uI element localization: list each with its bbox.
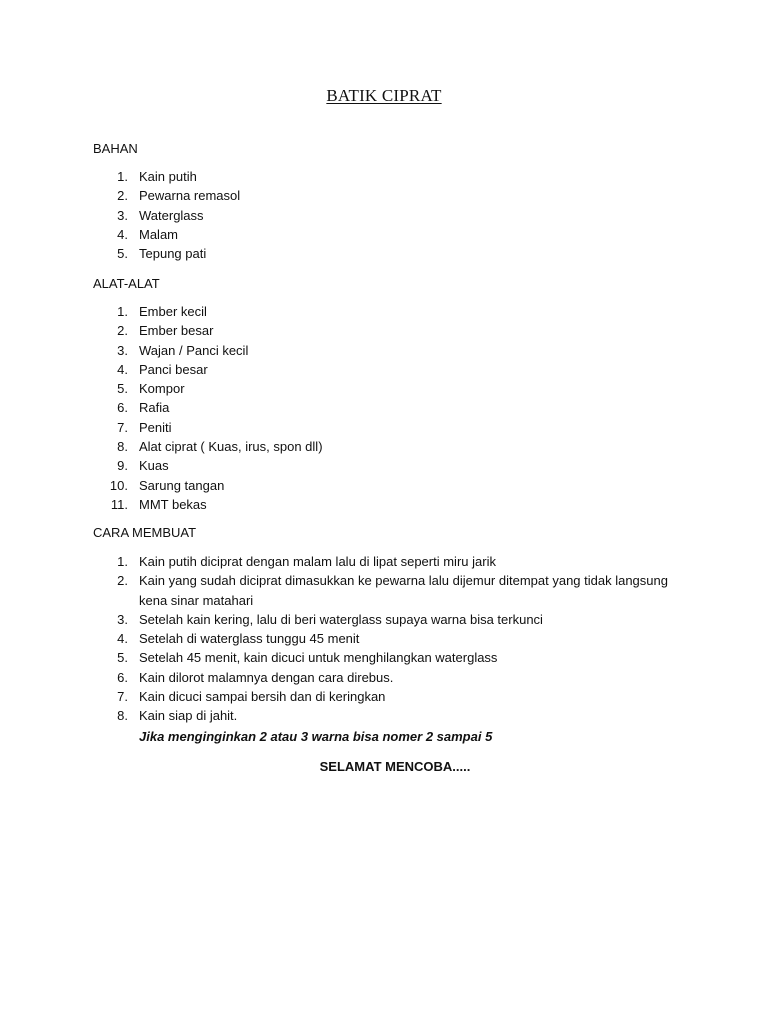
list-item: [93, 495, 669, 514]
list-item-number: 7.: [117, 689, 128, 705]
note-text: Jika menginginkan 2 atau 3 warna bisa nomer 2 sampai 5: [139, 729, 493, 744]
list-item-number: 8.: [117, 439, 128, 455]
list-item: [93, 456, 669, 475]
list-item-number: 4.: [117, 631, 128, 647]
section-heading-alat: ALAT-ALAT: [93, 276, 160, 291]
list-item-text: Malam: [139, 226, 179, 242]
list-item-text: Kain dilorot malamnya dengan cara direbus.: [139, 669, 394, 685]
list-item-number: 3.: [117, 207, 128, 223]
list-item: [93, 552, 669, 571]
list-item: [93, 341, 669, 360]
list-item: [93, 668, 669, 687]
closing-text: SELAMAT MENCOBA.....: [319, 759, 471, 774]
list-item: [93, 610, 669, 629]
list-alat: [93, 302, 669, 514]
list-cara-membuat: [93, 552, 669, 726]
list-item-text: Peniti: [139, 419, 172, 435]
list-item: [93, 379, 669, 398]
list-item-text: Panci besar: [139, 361, 208, 377]
list-item: [93, 302, 669, 321]
list-item-text: Waterglass: [139, 207, 204, 223]
list-item: [93, 225, 669, 244]
list-item-text: Sarung tangan: [139, 477, 225, 493]
list-item: [93, 437, 669, 456]
list-item-text: Kain putih: [139, 169, 197, 184]
list-item: [93, 571, 669, 610]
list-item: [93, 648, 669, 667]
list-item: [93, 398, 669, 417]
list-item-number: 1.: [117, 554, 128, 569]
list-item-text: Wajan / Panci kecil: [139, 342, 249, 358]
list-item-text: Setelah 45 menit, kain dicuci untuk menghilangkan waterglass: [139, 650, 498, 666]
list-item: [93, 629, 669, 648]
list-item-text: Kompor: [139, 381, 185, 397]
list-item-text: Setelah di waterglass tunggu 45 menit: [139, 631, 360, 647]
list-item-text: Kain putih diciprat dengan malam lalu di lipat seperti miru jarik: [139, 554, 496, 569]
list-item-number: 1.: [117, 304, 128, 319]
list-item-number: 6.: [117, 400, 128, 416]
list-bahan: [93, 167, 669, 263]
list-item-number: 9.: [117, 458, 128, 474]
list-item: [93, 167, 669, 186]
list-item: [93, 418, 669, 437]
list-item-number: 5.: [117, 650, 128, 666]
list-item-text: Ember besar: [139, 323, 214, 339]
list-item-number: 7.: [117, 419, 128, 435]
list-item-text: Kain siap di jahit.: [139, 708, 238, 724]
list-item: [93, 476, 669, 495]
list-item-text: Kain dicuci sampai bersih dan di keringkan: [139, 689, 386, 705]
list-item-number: 1.: [117, 169, 128, 184]
list-item: [93, 706, 669, 725]
section-heading-bahan: BAHAN: [93, 141, 138, 156]
list-item-text: Pewarna remasol: [139, 188, 241, 204]
list-item-number: 8.: [117, 708, 128, 724]
list-item-text: Tepung pati: [139, 246, 207, 262]
list-item-number: 4.: [117, 361, 128, 377]
list-item-text: MMT bekas: [139, 496, 207, 512]
list-item-text: Ember kecil: [139, 304, 207, 319]
list-item: [93, 206, 669, 225]
list-item-text: Kain yang sudah diciprat dimasukkan ke pewarna lalu dijemur ditempat yang tidak langsung kena sinar matahari: [139, 573, 668, 608]
list-item: [93, 244, 669, 263]
section-heading-cara-membuat: CARA MEMBUAT: [93, 525, 197, 540]
list-item-number: 2.: [117, 188, 128, 204]
list-item-number: 11.: [110, 496, 128, 512]
list-item-number: 2.: [117, 323, 128, 339]
document-title: BATIK CIPRAT: [326, 86, 442, 105]
list-item-number: 3.: [117, 611, 128, 627]
list-item-text: Setelah kain kering, lalu di beri waterglass supaya warna bisa terkunci: [139, 611, 543, 627]
list-item: [93, 687, 669, 706]
list-item-number: 2.: [117, 573, 128, 589]
list-item: [93, 321, 669, 340]
list-item-number: 3.: [117, 342, 128, 358]
list-item-number: 5.: [117, 246, 128, 262]
list-item-text: Rafia: [139, 400, 170, 416]
list-item-number: 4.: [117, 226, 128, 242]
list-item: [93, 360, 669, 379]
list-item-number: 10.: [109, 477, 128, 493]
list-item-text: Kuas: [139, 458, 169, 474]
list-item-number: 6.: [117, 669, 128, 685]
list-item-text: Alat ciprat ( Kuas, irus, spon dll): [139, 439, 323, 455]
list-item: [93, 186, 669, 205]
list-item-number: 5.: [117, 381, 128, 397]
